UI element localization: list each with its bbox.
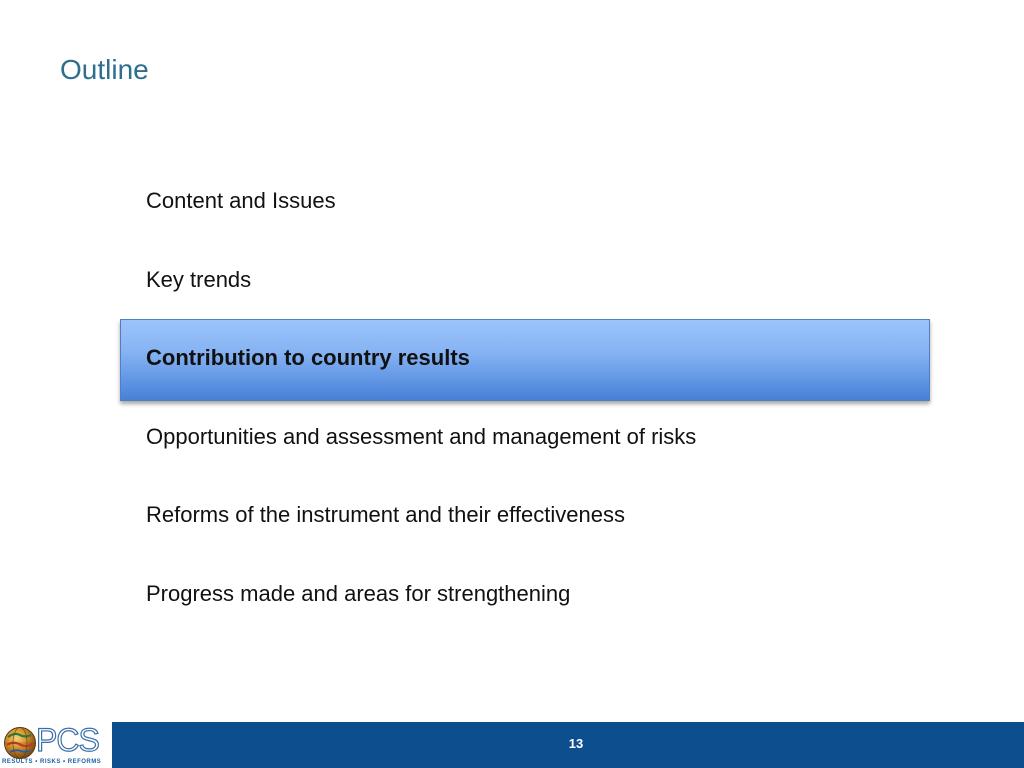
- outline-item[interactable]: [0, 162, 1024, 241]
- page-number: 13: [568, 736, 584, 751]
- outline-item-label: Progress made and areas for strengthening: [146, 580, 571, 606]
- footer-bar: [0, 722, 1024, 768]
- outline-item-label: Contribution to country results: [146, 345, 470, 370]
- outline-list: [0, 162, 1024, 633]
- outline-item-label: Reforms of the instrument and their effectiveness: [146, 502, 625, 527]
- logo-tagline: RESULTS • RISKS • REFORMS: [2, 759, 102, 765]
- logo-text: PCS: [36, 722, 99, 758]
- outline-item-label: Content and Issues: [146, 188, 336, 213]
- slide-title: Outline: [60, 54, 149, 85]
- outline-item-label: Key trends: [146, 266, 252, 292]
- outline-item[interactable]: [0, 241, 1024, 320]
- pcs-logo: [0, 722, 112, 768]
- outline-item-active[interactable]: [0, 319, 1024, 398]
- globe-icon: [3, 726, 37, 760]
- outline-item[interactable]: [0, 555, 1024, 634]
- outline-item[interactable]: [0, 476, 1024, 555]
- outline-item-label: Opportunities and assessment and management of risks: [146, 423, 697, 449]
- outline-item[interactable]: [0, 398, 1024, 477]
